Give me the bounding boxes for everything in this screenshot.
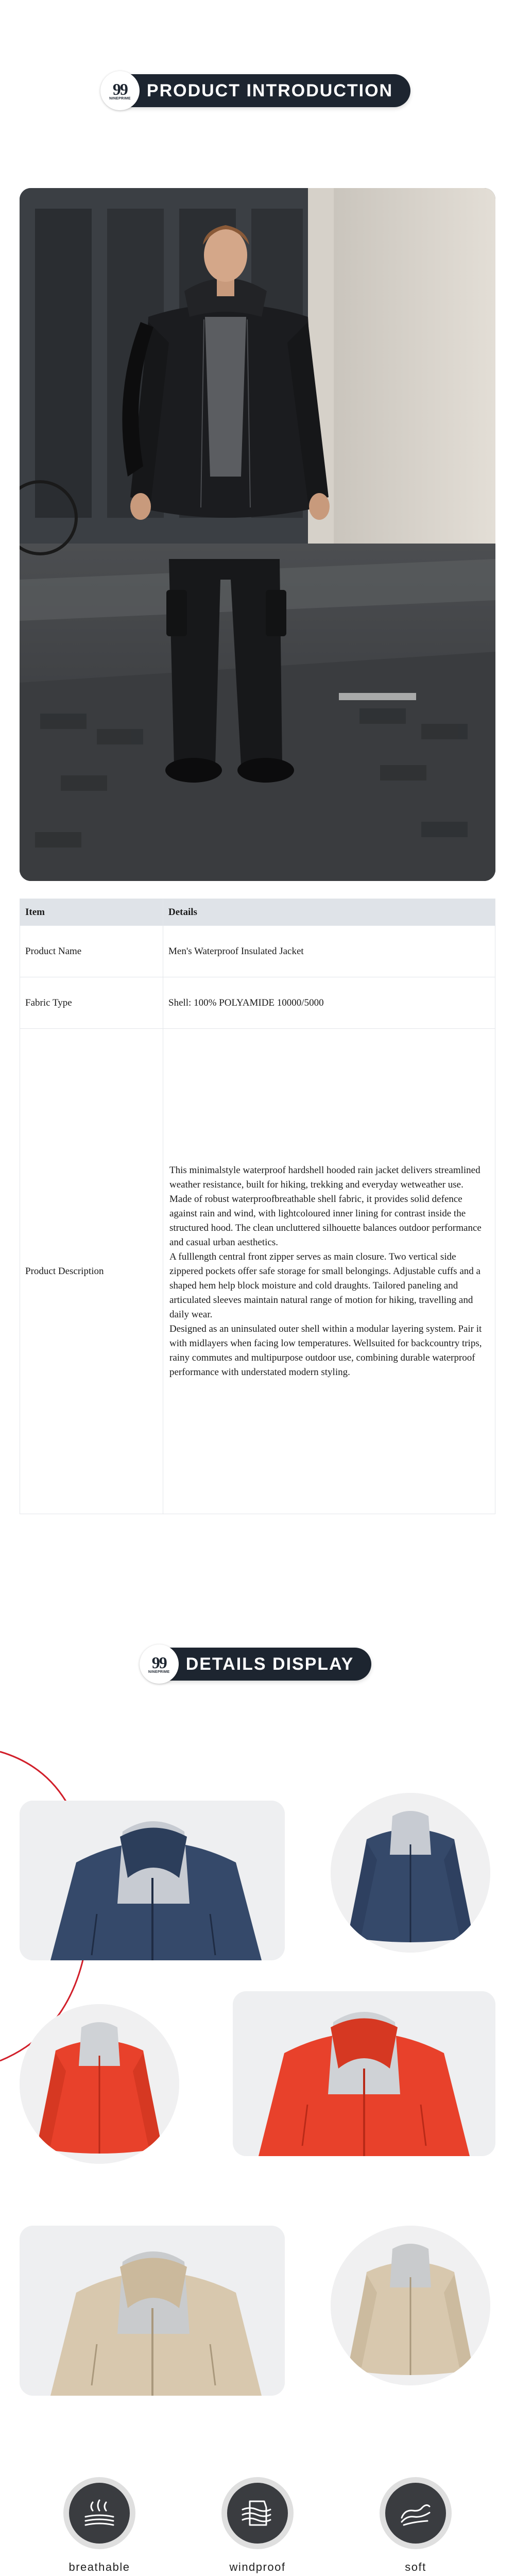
detail-khaki-closeup (20, 2226, 285, 2396)
windproof-icon (239, 2495, 276, 2531)
feature-icon-disc (385, 2483, 446, 2544)
hero-model-photo (20, 188, 495, 881)
detail-red-closeup (233, 1991, 495, 2156)
spec-table-header-row (20, 899, 495, 926)
feature-breathable (38, 2477, 161, 2574)
detail-navy-closeup (20, 1801, 285, 1960)
spec-item-label: Product Description (20, 1029, 163, 1514)
details-header-title: DETAILS DISPLAY (185, 1654, 354, 1674)
details-header (0, 1648, 515, 1681)
brand-logo-mark: 99 (151, 1653, 166, 1672)
feature-windproof (196, 2477, 319, 2574)
brand-logo (140, 1645, 179, 1684)
brand-logo (100, 71, 140, 110)
feature-label: soft (405, 2561, 426, 2573)
soft-icon (398, 2495, 434, 2531)
product-description (168, 1163, 490, 1380)
khaki-jacket-full (331, 2226, 490, 2385)
description-paragraph: A fulllength central front zipper serves as main closure. Two vertical side zippered pockets offer safe storage for small belongings. Adjustable cuffs and a shaped hem help block moisture and cold draughts. Tailored paneling and articulated sleeves maintain natural range of motion for hiking, travelling and daily wear. (169, 1251, 480, 1320)
table-row (20, 926, 495, 977)
feature-icon-disc (69, 2483, 130, 2544)
detail-navy-full (331, 1793, 490, 1953)
brand-logo-mark: 99 (112, 79, 127, 98)
description-paragraph: Designed as an uninsulated outer shell within a modular layering system. Pair it with midlayers when facing low temperatures. Wellsuited for backcountry trips, rainy commutes and multipurpose outdoor use, combining durable waterproof performance with understated modern styling. (169, 1323, 482, 1378)
brand-logo-sub: NINEPRIME (148, 1670, 170, 1674)
details-header-pill (144, 1648, 372, 1681)
hero-photo-illustration (20, 188, 495, 881)
breathable-icon (81, 2495, 117, 2531)
intro-header (0, 74, 515, 107)
detail-khaki-full (331, 2226, 490, 2385)
brand-logo-sub: NINEPRIME (109, 96, 131, 100)
spec-item-label: Fabric Type (20, 977, 163, 1029)
feature-icon-ring (221, 2477, 294, 2549)
navy-jacket-closeup (20, 1801, 285, 1960)
red-jacket-closeup (233, 1991, 495, 2156)
feature-icon-disc (227, 2483, 288, 2544)
spec-header-details: Details (163, 899, 495, 926)
spec-header-item: Item (20, 899, 163, 926)
spec-item-label: Product Name (20, 926, 163, 977)
red-jacket-full (20, 2004, 179, 2164)
khaki-jacket-closeup (20, 2226, 285, 2396)
feature-label: windproof (229, 2561, 286, 2573)
detail-red-full (20, 2004, 179, 2164)
spec-item-value: Shell: 100% POLYAMIDE 10000/5000 (163, 977, 495, 1029)
feature-soft (354, 2477, 477, 2574)
table-row (20, 977, 495, 1029)
spec-table (20, 899, 495, 1514)
intro-header-title: PRODUCT INTRODUCTION (146, 80, 393, 100)
feature-icon-ring (63, 2477, 135, 2549)
spec-item-value (163, 1029, 495, 1514)
intro-header-pill (105, 74, 410, 107)
table-row (20, 1029, 495, 1514)
navy-jacket-full (331, 1793, 490, 1953)
spec-item-value: Men's Waterproof Insulated Jacket (163, 926, 495, 977)
description-paragraph: This minimalstyle waterproof hardshell hooded rain jacket delivers streamlined weather resistance, built for hiking, trekking and everyday wetweather use. Made of robust waterproofbreathable shell fabric, it provides solid defence against rain and wind, with lightcoloured inner lining for contrast inside the structured hood. The clean uncluttered silhouette balances outdoor performance and casual urban aesthetics. (169, 1164, 482, 1248)
feature-icon-ring (380, 2477, 452, 2549)
feature-label: breathable (68, 2561, 130, 2573)
